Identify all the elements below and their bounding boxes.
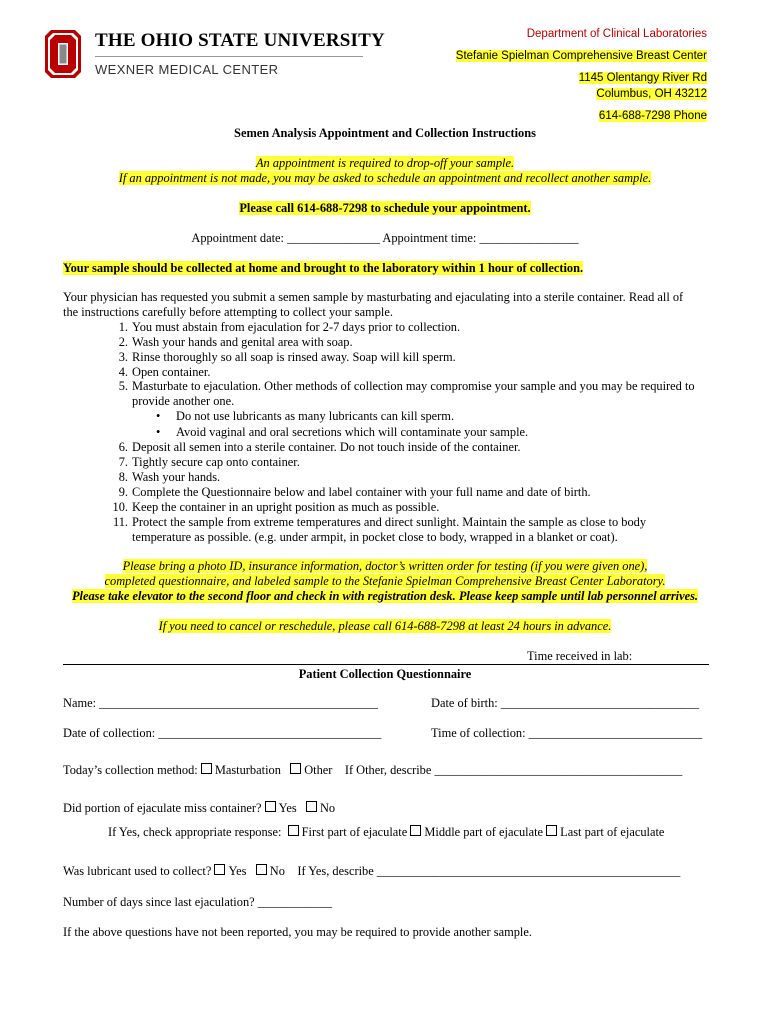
collection-method-label: Today’s collection method: xyxy=(63,763,198,777)
first-part-label: First part of ejaculate xyxy=(301,825,408,839)
date-of-birth-field[interactable]: Date of birth: ________________________________ xyxy=(431,696,700,710)
miss-no-checkbox[interactable] xyxy=(306,801,317,812)
name-field[interactable]: Name: _____________________________________________ xyxy=(63,696,378,710)
schedule-call-note: Please call 614-688-7298 to schedule your appointment. xyxy=(239,201,531,215)
masturbation-checkbox[interactable] xyxy=(201,763,212,774)
no-label: No xyxy=(269,864,285,878)
section-divider xyxy=(63,664,709,665)
miss-container-label: Did portion of ejaculate miss container? xyxy=(63,801,262,815)
middle-part-label: Middle part of ejaculate xyxy=(424,825,544,839)
osu-block-o-logo xyxy=(45,30,81,78)
lubricant-yes-checkbox[interactable] xyxy=(214,864,225,875)
yes-label: Yes xyxy=(278,801,297,815)
check-in-instructions: Please take elevator to the second floor and check in with registration desk. Please keep sample until lab personnel arrives. xyxy=(71,589,699,603)
medical-center-name: WEXNER MEDICAL CENTER xyxy=(95,62,279,77)
lubricant-describe-field[interactable]: If Yes, describe _________________________________________________ xyxy=(297,864,681,878)
document-title: Semen Analysis Appointment and Collection Instructions xyxy=(234,126,536,140)
last-part-label: Last part of ejaculate xyxy=(560,825,665,839)
miss-container-row xyxy=(63,801,335,816)
collection-warning: Your sample should be collected at home and brought to the laboratory within 1 hour of collection. xyxy=(63,261,584,275)
address-line1: 1145 Olentangy River Rd xyxy=(578,72,707,84)
no-label: No xyxy=(319,801,336,815)
days-since-ejaculation-field[interactable]: Number of days since last ejaculation? ____________ xyxy=(63,895,333,909)
recollect-note: If an appointment is not made, you may be asked to schedule an appointment and recollect another sample. xyxy=(118,171,652,185)
appointment-date-time-line: Appointment date: _______________ Appointment time: ________________ xyxy=(191,231,579,245)
other-method-checkbox[interactable] xyxy=(290,763,301,774)
yes-label: Yes xyxy=(228,864,247,878)
masturbation-label: Masturbation xyxy=(214,763,281,777)
intro-line-2: the instructions carefully before attempting to collect your sample. xyxy=(63,305,393,319)
appointment-required-note: An appointment is required to drop-off your sample. xyxy=(255,156,515,170)
first-part-checkbox[interactable] xyxy=(288,825,299,836)
address-line2: Columbus, OH 43212 xyxy=(596,88,707,100)
middle-part-checkbox[interactable] xyxy=(410,825,421,836)
cancel-note: If you need to cancel or reschedule, please call 614-688-7298 at least 24 hours in advance. xyxy=(158,619,612,633)
phone-number: 614-688-7298 Phone xyxy=(598,110,707,122)
intro-line-1: Your physician has requested you submit a semen sample by masturbating and ejaculating into a sterile container. Read all of xyxy=(63,290,684,304)
miss-response-label: If Yes, check appropriate response: xyxy=(108,825,282,839)
questionnaire-title: Patient Collection Questionnaire xyxy=(298,667,472,681)
lubricant-no-checkbox[interactable] xyxy=(256,864,267,875)
bring-items-line-1: Please bring a photo ID, insurance information, doctor’s written order for testing (if you were given one), xyxy=(122,559,648,573)
miss-yes-checkbox[interactable] xyxy=(265,801,276,812)
lubricant-label: Was lubricant used to collect? xyxy=(63,864,212,878)
other-method-label: Other xyxy=(304,763,333,777)
miss-response-row xyxy=(108,825,664,840)
header-divider xyxy=(95,56,363,57)
collection-method-row xyxy=(63,763,682,778)
footer-note: If the above questions have not been reported, you may be required to provide another sample. xyxy=(63,925,532,939)
last-part-checkbox[interactable] xyxy=(546,825,557,836)
lubricant-row xyxy=(63,864,680,879)
time-of-collection-field[interactable]: Time of collection: ____________________________ xyxy=(431,726,703,740)
other-describe-field[interactable]: If Other, describe ________________________________________ xyxy=(344,763,683,777)
department-name: Department of Clinical Laboratories xyxy=(526,28,707,40)
time-received-label: Time received in lab: xyxy=(527,649,633,663)
bring-items-line-2: completed questionnaire, and labeled sample to the Stefanie Spielman Comprehensive Breast Center Laboratory. xyxy=(104,574,666,588)
center-name: Stefanie Spielman Comprehensive Breast Center xyxy=(455,50,707,62)
date-of-collection-field[interactable]: Date of collection: ____________________________________ xyxy=(63,726,382,740)
university-name: THE OHIO STATE UNIVERSITY xyxy=(95,30,385,51)
